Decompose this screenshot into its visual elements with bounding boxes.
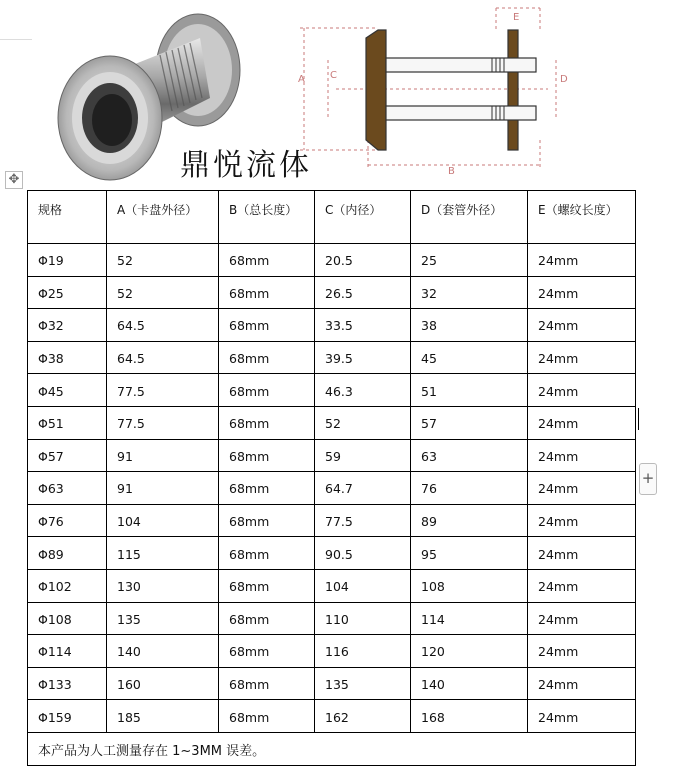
add-row-button[interactable]: +: [639, 463, 657, 495]
table-row: [28, 472, 636, 505]
cell-a: 160: [107, 667, 219, 700]
header-spec: 规格: [28, 191, 107, 244]
cell-a: 77.5: [107, 374, 219, 407]
cell-d: 45: [411, 341, 528, 374]
cell-b: 68mm: [219, 276, 315, 309]
table-row: [28, 537, 636, 570]
cell-d: 25: [411, 244, 528, 277]
cell-a: 64.5: [107, 341, 219, 374]
cell-b: 68mm: [219, 244, 315, 277]
header-a: A（卡盘外径）: [107, 191, 219, 244]
cell-spec: Φ76: [28, 504, 107, 537]
cell-b: 68mm: [219, 537, 315, 570]
cell-d: 95: [411, 537, 528, 570]
table-move-handle-icon[interactable]: ✥: [5, 171, 23, 189]
cell-b: 68mm: [219, 472, 315, 505]
cell-e: 24mm: [528, 439, 636, 472]
cell-b: 68mm: [219, 341, 315, 374]
table-row: [28, 244, 636, 277]
cell-spec: Φ25: [28, 276, 107, 309]
cell-c: 162: [315, 700, 411, 733]
cell-d: 76: [411, 472, 528, 505]
cell-d: 38: [411, 309, 528, 342]
cell-c: 135: [315, 667, 411, 700]
cell-a: 91: [107, 472, 219, 505]
table-row: [28, 374, 636, 407]
table-row: [28, 439, 636, 472]
header-e: E（螺纹长度）: [528, 191, 636, 244]
cell-e: 24mm: [528, 504, 636, 537]
cell-e: 24mm: [528, 635, 636, 668]
cell-spec: Φ114: [28, 635, 107, 668]
cell-d: 168: [411, 700, 528, 733]
header-b: B（总长度）: [219, 191, 315, 244]
cell-spec: Φ102: [28, 569, 107, 602]
header-c: C（内径）: [315, 191, 411, 244]
cell-spec: Φ63: [28, 472, 107, 505]
cell-c: 20.5: [315, 244, 411, 277]
cell-e: 24mm: [528, 309, 636, 342]
cell-b: 68mm: [219, 667, 315, 700]
cell-spec: Φ133: [28, 667, 107, 700]
table-row: [28, 569, 636, 602]
cell-b: 68mm: [219, 700, 315, 733]
cell-a: 185: [107, 700, 219, 733]
cell-b: 68mm: [219, 374, 315, 407]
cell-e: 24mm: [528, 537, 636, 570]
table-row: [28, 700, 636, 733]
label-c: C: [330, 70, 337, 81]
cell-a: 104: [107, 504, 219, 537]
cell-e: 24mm: [528, 667, 636, 700]
table-note-row: [28, 732, 636, 765]
cell-c: 110: [315, 602, 411, 635]
cell-d: 108: [411, 569, 528, 602]
cell-spec: Φ19: [28, 244, 107, 277]
cell-c: 39.5: [315, 341, 411, 374]
cell-c: 52: [315, 406, 411, 439]
text-cursor: [638, 408, 639, 430]
cell-c: 46.3: [315, 374, 411, 407]
cell-c: 90.5: [315, 537, 411, 570]
cell-a: 77.5: [107, 406, 219, 439]
cell-d: 114: [411, 602, 528, 635]
table-row: [28, 504, 636, 537]
table-row: [28, 309, 636, 342]
cell-c: 26.5: [315, 276, 411, 309]
cell-b: 68mm: [219, 602, 315, 635]
cell-spec: Φ159: [28, 700, 107, 733]
cell-c: 64.7: [315, 472, 411, 505]
cell-a: 130: [107, 569, 219, 602]
cell-d: 140: [411, 667, 528, 700]
cell-d: 63: [411, 439, 528, 472]
cell-b: 68mm: [219, 439, 315, 472]
table-header-row: [28, 191, 636, 244]
technical-drawing: [296, 0, 586, 178]
cell-d: 57: [411, 406, 528, 439]
header-d: D（套管外径）: [411, 191, 528, 244]
label-e: E: [513, 12, 520, 23]
cell-a: 52: [107, 276, 219, 309]
cell-e: 24mm: [528, 374, 636, 407]
cell-a: 64.5: [107, 309, 219, 342]
cell-a: 135: [107, 602, 219, 635]
label-b: B: [448, 166, 455, 177]
table-row: [28, 635, 636, 668]
cell-b: 68mm: [219, 569, 315, 602]
cell-e: 24mm: [528, 569, 636, 602]
cell-d: 32: [411, 276, 528, 309]
cell-e: 24mm: [528, 244, 636, 277]
cell-c: 104: [315, 569, 411, 602]
top-divider: [0, 39, 32, 40]
cell-a: 140: [107, 635, 219, 668]
cell-b: 68mm: [219, 406, 315, 439]
cell-spec: Φ108: [28, 602, 107, 635]
table-row: [28, 276, 636, 309]
cell-a: 52: [107, 244, 219, 277]
cell-c: 33.5: [315, 309, 411, 342]
cell-e: 24mm: [528, 472, 636, 505]
cell-b: 68mm: [219, 309, 315, 342]
cell-spec: Φ38: [28, 341, 107, 374]
cell-b: 68mm: [219, 635, 315, 668]
cell-c: 77.5: [315, 504, 411, 537]
cell-e: 24mm: [528, 602, 636, 635]
cell-spec: Φ32: [28, 309, 107, 342]
spec-table: [27, 190, 636, 766]
cell-spec: Φ89: [28, 537, 107, 570]
table-row: [28, 667, 636, 700]
cell-spec: Φ57: [28, 439, 107, 472]
cell-d: 89: [411, 504, 528, 537]
cell-c: 116: [315, 635, 411, 668]
table-row: [28, 602, 636, 635]
brand-name: 鼎悦流体: [180, 148, 312, 183]
cell-spec: Φ51: [28, 406, 107, 439]
cell-c: 59: [315, 439, 411, 472]
label-a: A: [298, 74, 305, 85]
cell-b: 68mm: [219, 504, 315, 537]
cell-d: 51: [411, 374, 528, 407]
cell-a: 115: [107, 537, 219, 570]
table-row: [28, 406, 636, 439]
cell-d: 120: [411, 635, 528, 668]
cell-spec: Φ45: [28, 374, 107, 407]
cell-e: 24mm: [528, 700, 636, 733]
cell-e: 24mm: [528, 406, 636, 439]
cell-e: 24mm: [528, 341, 636, 374]
measurement-note: 本产品为人工测量存在 1~3MM 误差。: [28, 732, 636, 765]
table-row: [28, 341, 636, 374]
label-d: D: [560, 74, 568, 85]
cell-a: 91: [107, 439, 219, 472]
cell-e: 24mm: [528, 276, 636, 309]
